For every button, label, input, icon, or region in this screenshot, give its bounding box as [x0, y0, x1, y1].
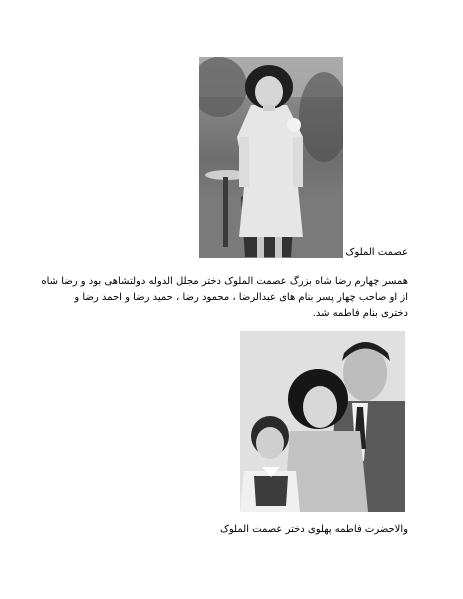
paragraph-line: دختری بنام فاطمه شد.: [312, 308, 408, 319]
paragraph-line: همسر چهارم رضا شاه بزرگ عصمت الملوک دختر مجلل الدوله دولتشاهی بود و رضا شاه: [41, 276, 408, 287]
portrait-photo-woman: [199, 57, 343, 258]
family-photo-graphic: [240, 331, 405, 512]
paragraph-line: از او صاحب چهار پسر بنام های عبدالرضا ، محمود رضا ، حمید رضا و احمد رضا و: [74, 292, 408, 303]
biography-paragraph: [41, 274, 408, 322]
caption-bottom: والاحضرت فاطمه پهلوی دختر عصمت الملوک: [219, 524, 408, 535]
caption-top: عصمت الملوک: [345, 247, 408, 258]
family-photo: [240, 331, 405, 512]
portrait-photo-graphic: [199, 57, 343, 258]
